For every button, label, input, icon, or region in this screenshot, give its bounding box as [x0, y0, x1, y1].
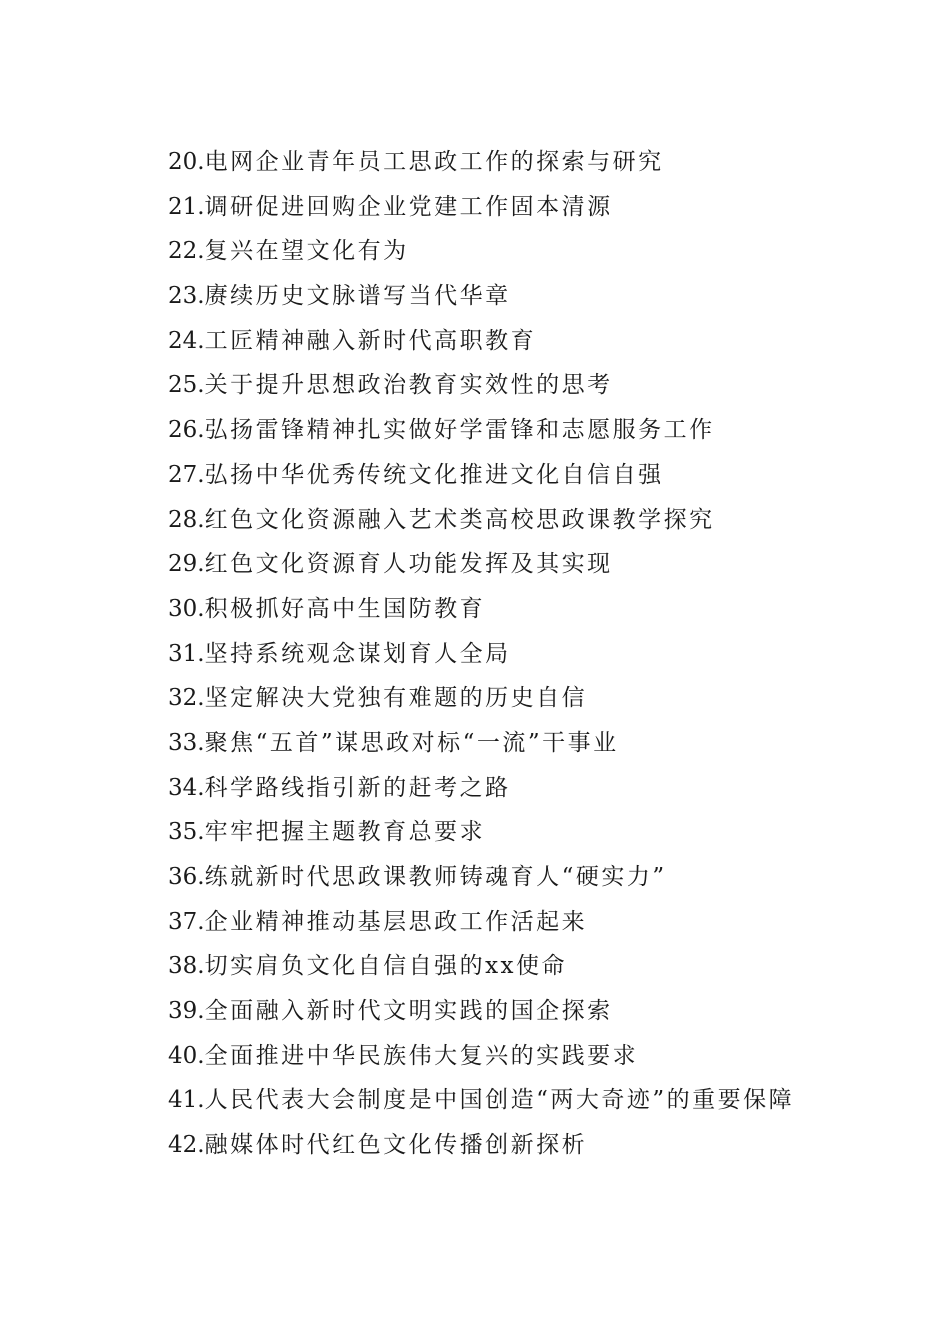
list-item: [168, 587, 794, 632]
item-number: 27.: [168, 461, 205, 488]
item-title: 聚焦“五首”谋思政对标“一流”干事业: [204, 729, 619, 756]
item-title: 练就新时代思政课教师铸魂育人“硬实力”: [204, 864, 667, 890]
list-item: [168, 1123, 794, 1168]
item-number: 29.: [168, 551, 205, 578]
item-title: 融媒体时代红色文化传播创新探析: [204, 1132, 588, 1159]
list-item: [168, 810, 794, 855]
item-title: 工匠精神融入新时代高职教育: [204, 327, 537, 354]
list-item: [168, 989, 794, 1034]
item-title: 科学路线指引新的赶考之路: [204, 774, 511, 801]
item-title: 积极抓好高中生国防教育: [204, 595, 486, 622]
item-number: 26.: [168, 417, 205, 444]
list-item: [168, 542, 794, 587]
list-item: [168, 855, 794, 900]
list-item: [168, 319, 794, 364]
item-number: 35.: [168, 819, 205, 846]
list-item: [168, 498, 794, 543]
item-title: 切实肩负文化自信自强的xx使命: [204, 953, 568, 980]
item-title: 全面推进中华民族伟大复兴的实践要求: [204, 1042, 639, 1069]
item-number: 24.: [168, 327, 205, 354]
item-title: 红色文化资源融入艺术类高校思政课教学探究: [204, 506, 715, 533]
item-number: 21.: [168, 193, 205, 220]
list-item: [168, 363, 794, 408]
list-item: [168, 900, 794, 945]
list-item: [168, 274, 794, 319]
list-item: [168, 676, 794, 721]
item-title: 弘扬雷锋精神扎实做好学雷锋和志愿服务工作: [204, 417, 715, 444]
list-item: [168, 140, 794, 185]
item-title: 坚定解决大党独有难题的历史自信: [204, 685, 588, 712]
list-item: [168, 453, 794, 498]
item-title: 电网企业青年员工思政工作的探索与研究: [204, 149, 664, 175]
item-number: 42.: [168, 1132, 205, 1159]
topic-list: [168, 140, 794, 1168]
item-title: 坚持系统观念谋划育人全局: [204, 640, 511, 667]
item-title: 复兴在望文化有为: [204, 238, 409, 265]
item-number: 38.: [168, 953, 205, 980]
list-item: [168, 1078, 794, 1123]
list-item: [168, 185, 794, 230]
list-item: [168, 766, 794, 811]
item-number: 31.: [168, 640, 205, 667]
item-number: 25.: [168, 372, 205, 399]
item-number: 33.: [168, 729, 205, 756]
item-number: 20.: [168, 149, 205, 175]
item-title: 关于提升思想政治教育实效性的思考: [204, 372, 613, 399]
item-number: 41.: [168, 1087, 205, 1114]
list-item: [168, 1034, 794, 1079]
item-number: 30.: [168, 595, 205, 622]
item-number: 28.: [168, 506, 205, 533]
item-title: 牢牢把握主题教育总要求: [204, 819, 486, 846]
item-number: 37.: [168, 908, 205, 935]
item-title: 企业精神推动基层思政工作活起来: [204, 908, 588, 935]
item-title: 人民代表大会制度是中国创造“两大奇迹”的重要保障: [204, 1087, 795, 1114]
list-item: [168, 632, 794, 677]
item-title: 赓续历史文脉谱写当代华章: [204, 283, 511, 310]
item-number: 23.: [168, 283, 205, 310]
item-title: 调研促进回购企业党建工作固本清源: [204, 193, 613, 220]
item-number: 32.: [168, 685, 205, 712]
item-title: 全面融入新时代文明实践的国企探索: [204, 998, 613, 1025]
list-item: [168, 408, 794, 453]
list-item: [168, 944, 794, 989]
item-number: 40.: [168, 1042, 205, 1069]
item-title: 红色文化资源育人功能发挥及其实现: [204, 551, 613, 578]
list-item: [168, 229, 794, 274]
item-number: 39.: [168, 998, 205, 1025]
item-number: 34.: [168, 774, 205, 801]
item-title: 弘扬中华优秀传统文化推进文化自信自强: [204, 461, 664, 488]
item-number: 22.: [168, 238, 205, 265]
list-item: [168, 721, 794, 766]
item-number: 36.: [168, 864, 205, 890]
